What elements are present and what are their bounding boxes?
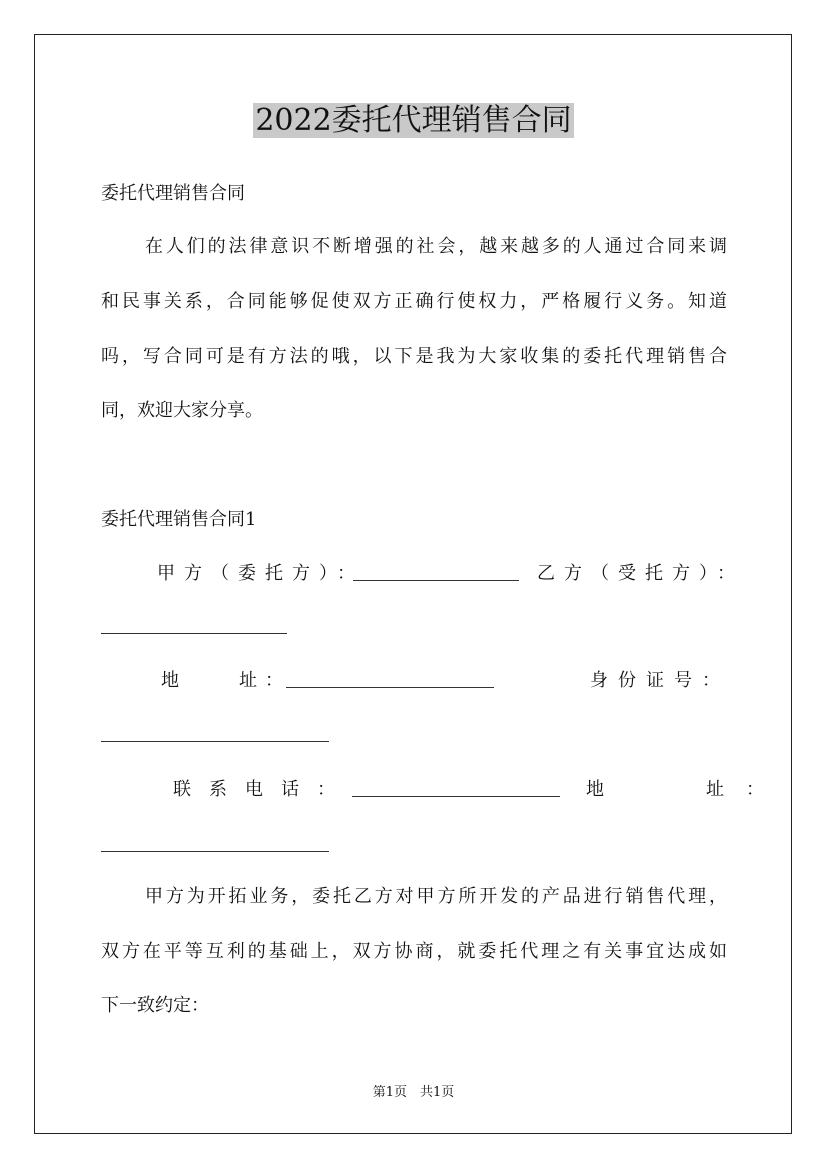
body-line-2: 双方在平等互利的基础上，双方协商，就委托代理之有关事宜达成如 — [101, 941, 727, 962]
party-a-label: 甲方（委托方）： — [157, 563, 364, 584]
body-line-3: 下一致约定： — [101, 995, 209, 1016]
phone-blank — [352, 796, 560, 797]
intro-line-1: 在人们的法律意识不断增强的社会，越来越多的人通过合同来调 — [145, 236, 727, 257]
page-footer: 第1页 共1页 — [372, 1085, 455, 1100]
section-heading: 委托代理销售合同1 — [101, 509, 257, 530]
intro-line-3: 吗，写合同可是有方法的哦，以下是我为大家收集的委托代理销售合 — [101, 346, 727, 367]
body-line-1: 甲方为开拓业务，委托乙方对甲方所开发的产品进行销售代理， — [145, 886, 727, 907]
address-row — [101, 668, 730, 694]
id-number-blank — [101, 741, 329, 742]
phone-label: 联系电话： — [173, 779, 353, 800]
document-title-text: 2022委托代理销售合同 — [255, 103, 572, 138]
address-2-blank — [101, 851, 329, 852]
party-a-blank — [353, 580, 519, 581]
intro-line-2: 和民事关系，合同能够促使双方正确行使权力，严格履行义务。知道 — [101, 291, 727, 312]
intro-line-4: 同，欢迎大家分享。 — [101, 400, 263, 421]
address-label: 地 址： — [161, 670, 291, 691]
address-blank — [286, 687, 494, 688]
id-number-label: 身份证号： — [590, 670, 730, 691]
document-title — [0, 100, 827, 142]
phone-row — [101, 777, 786, 803]
party-b-label: 乙方（受托方）： — [537, 563, 744, 584]
party-b-blank — [101, 633, 287, 634]
subtitle: 委托代理销售合同 — [101, 183, 245, 204]
party-row — [101, 561, 744, 587]
address-label-2: 地 址： — [586, 779, 786, 800]
